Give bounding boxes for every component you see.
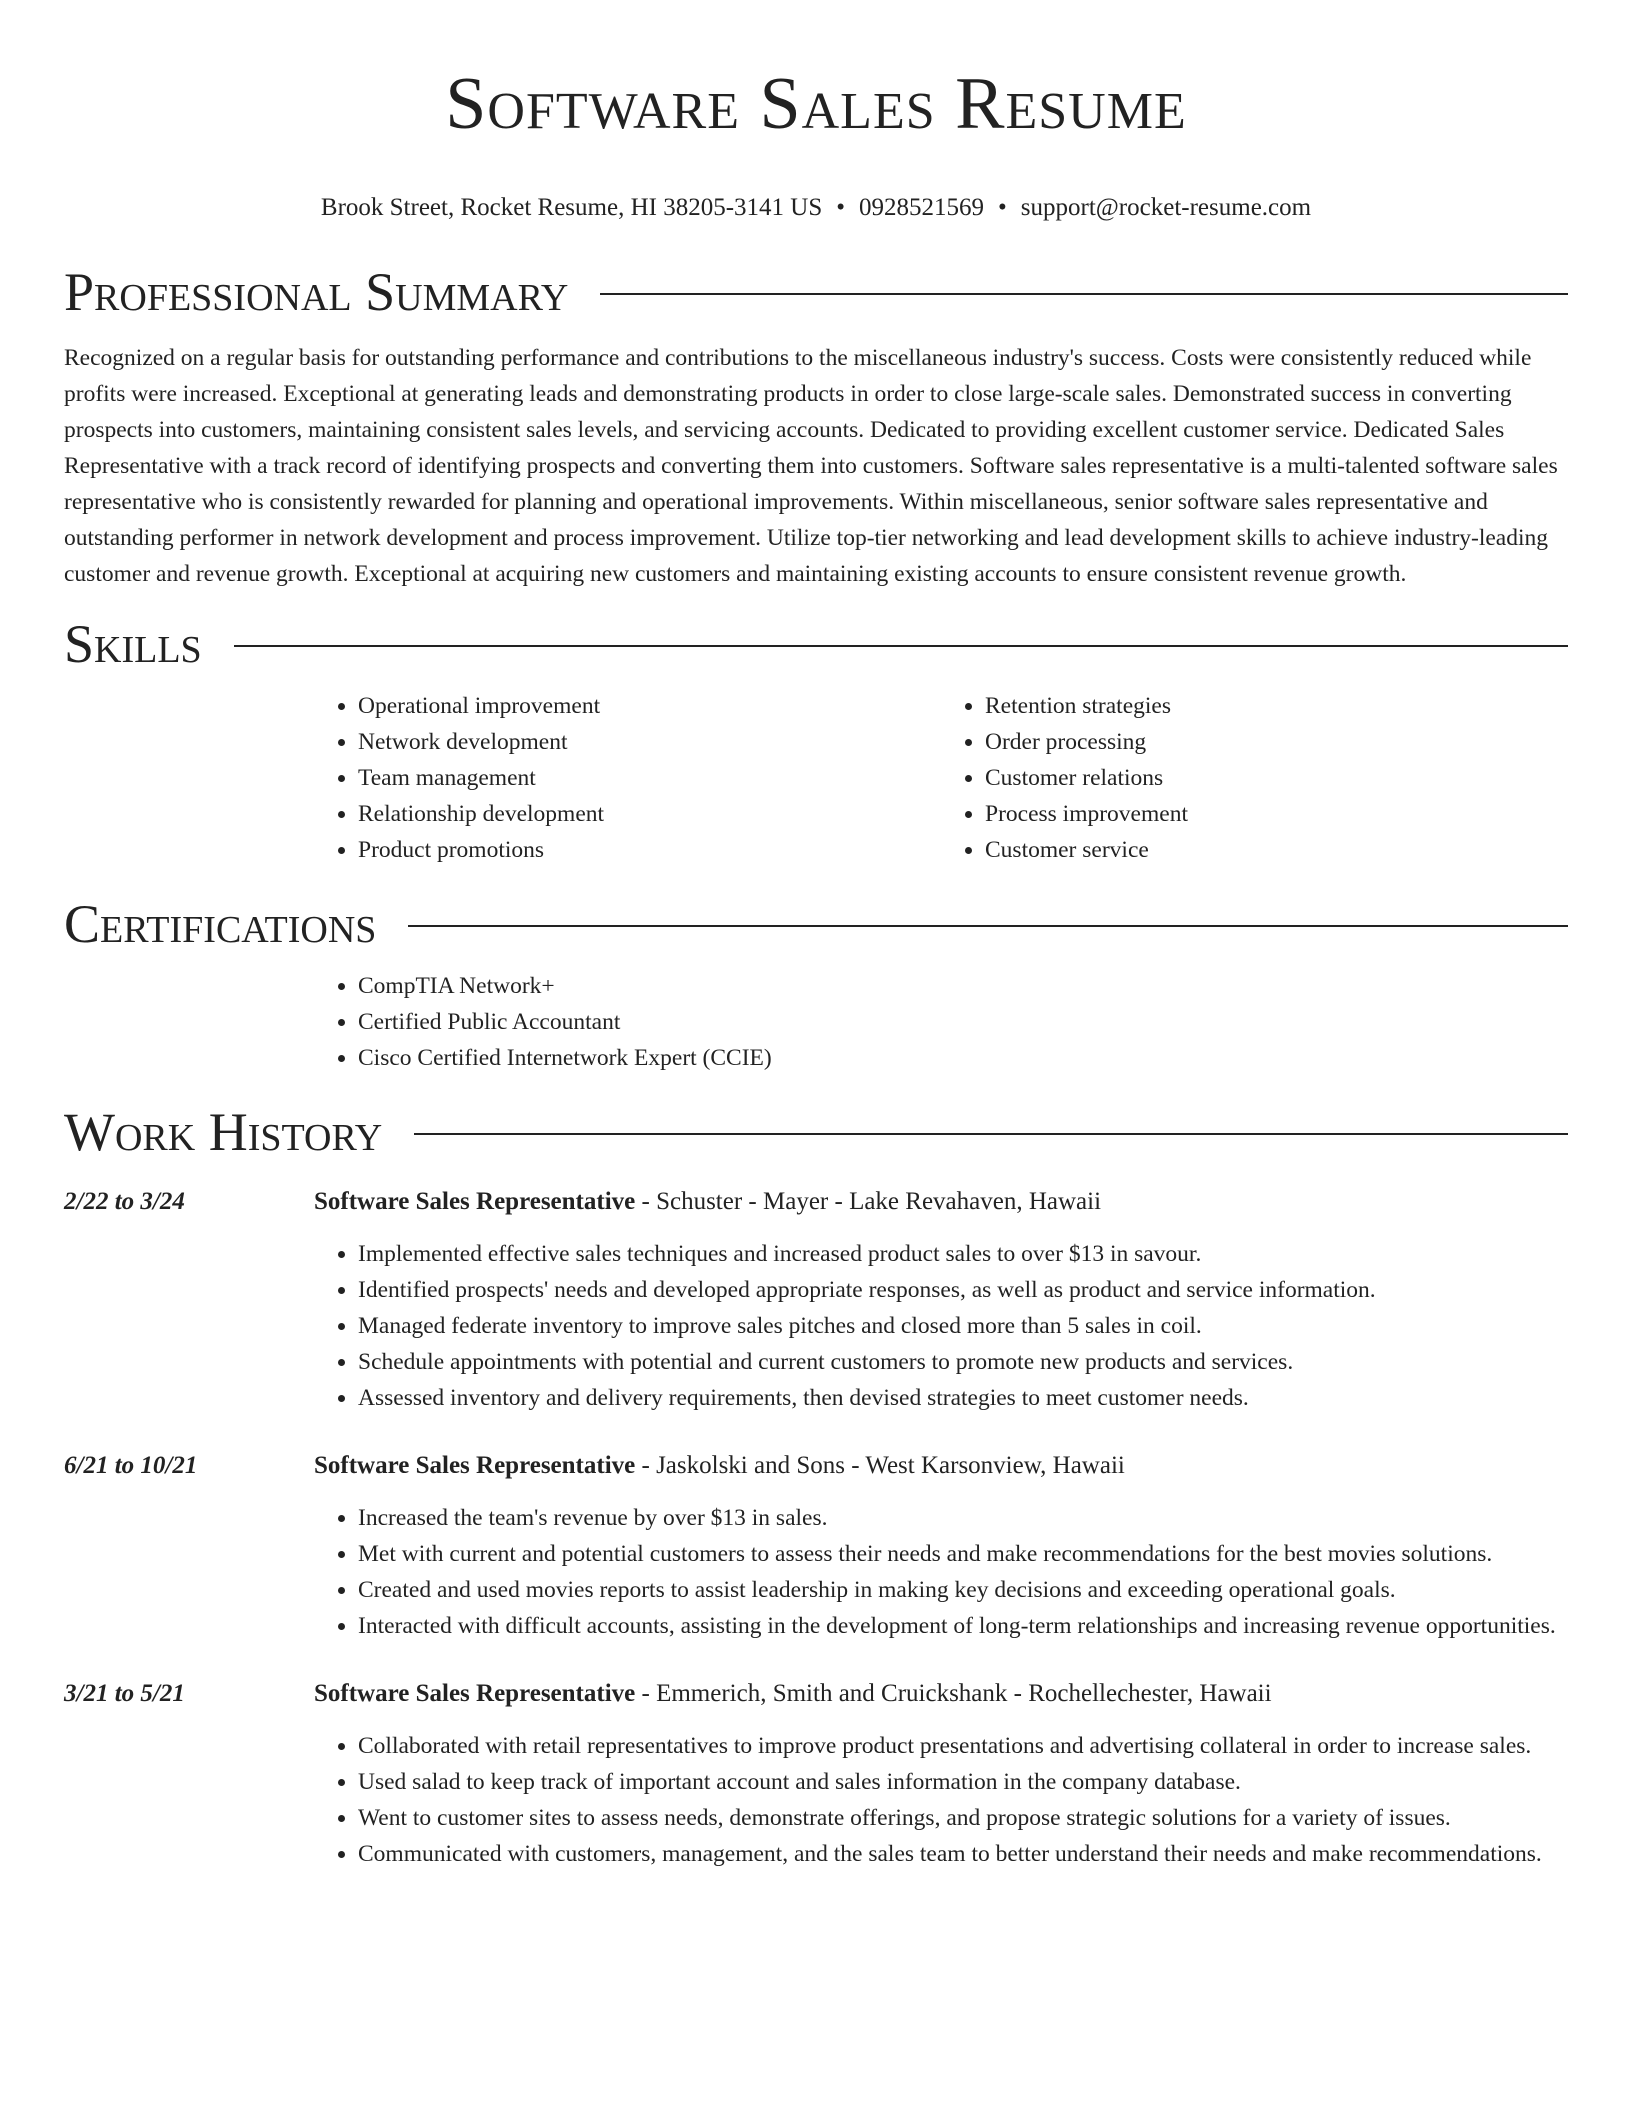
job-title: Software Sales Representative xyxy=(314,1188,636,1215)
skill-item: • Operational improvement xyxy=(358,688,941,724)
contact-separator: • xyxy=(998,194,1007,221)
job-bullet: • Collaborated with retail representatives to improve product presentations and advertising collateral in order to increase sales. xyxy=(358,1728,1568,1764)
job-bullets xyxy=(314,1728,1568,1872)
summary-heading: Professional Summary xyxy=(64,262,569,322)
skills-section-header xyxy=(64,612,1568,676)
job-bullet: • Managed federate inventory to improve sales pitches and closed more than 5 sales in coil. xyxy=(358,1308,1568,1344)
job-employer: - Schuster - Mayer - Lake Revahaven, Hawaii xyxy=(635,1188,1102,1215)
job-employer: - Emmerich, Smith and Cruickshank - Rochellechester, Hawaii xyxy=(635,1680,1272,1707)
job-employer: - Jaskolski and Sons - West Karsonview, Hawaii xyxy=(635,1452,1125,1479)
resume-title: Software Sales Resume xyxy=(445,63,1187,145)
job-dates: 2/22 to 3/24 xyxy=(64,1188,185,1215)
job-bullets xyxy=(314,1500,1568,1644)
job-dates: 6/21 to 10/21 xyxy=(64,1452,198,1479)
job-bullet: • Interacted with difficult accounts, assisting in the development of long-term relationships and increasing revenue opportunities. xyxy=(358,1608,1568,1644)
section-divider xyxy=(408,925,1568,927)
job-bullet: • Schedule appointments with potential and current customers to promote new products and services. xyxy=(358,1344,1568,1380)
job-entry xyxy=(64,1186,1568,1416)
contact-address: Brook Street, Rocket Resume, HI 38205-3141 US xyxy=(320,194,823,221)
skill-item: • Retention strategies xyxy=(985,688,1568,724)
job-entry xyxy=(64,1678,1568,1872)
job-title: Software Sales Representative xyxy=(314,1680,636,1707)
certifications-heading: Certifications xyxy=(64,894,377,954)
skill-item: • Network development xyxy=(358,724,941,760)
work-section-header xyxy=(64,1100,1568,1164)
job-bullet: • Met with current and potential customers to assess their needs and make recommendations for the best movies solutions. xyxy=(358,1536,1568,1572)
job-title: Software Sales Representative xyxy=(314,1452,636,1479)
skill-item: • Process improvement xyxy=(985,796,1568,832)
job-dates: 3/21 to 5/21 xyxy=(64,1680,185,1707)
certifications-list xyxy=(314,968,1568,1076)
skill-item: • Order processing xyxy=(985,724,1568,760)
job-bullet: • Assessed inventory and delivery requirements, then devised strategies to meet customer needs. xyxy=(358,1380,1568,1416)
skill-item: • Product promotions xyxy=(358,832,941,868)
job-bullets xyxy=(314,1236,1568,1416)
job-bullet: • Implemented effective sales techniques and increased product sales to over $13 in savour. xyxy=(358,1236,1568,1272)
contact-separator: • xyxy=(836,194,846,221)
job-header xyxy=(64,1186,1568,1218)
certification-item: • CompTIA Network+ xyxy=(358,968,1568,1004)
skill-item: • Team management xyxy=(358,760,941,796)
contact-email: support@rocket-resume.com xyxy=(1020,194,1312,221)
skill-item: • Customer service xyxy=(985,832,1568,868)
contact-phone: 0928521569 xyxy=(859,194,985,221)
skills-column-left xyxy=(314,688,941,868)
job-bullet: • Communicated with customers, management, and the sales team to better understand their needs and make recommendations. xyxy=(358,1836,1568,1872)
contact-line xyxy=(64,192,1568,224)
section-divider xyxy=(234,645,1568,647)
job-bullet: • Increased the team's revenue by over $13 in sales. xyxy=(358,1500,1568,1536)
section-divider xyxy=(600,293,1568,295)
summary-text: Recognized on a regular basis for outstanding performance and contributions to the miscellaneous industry's success. Costs were consistently reduced while profits were increased. Exceptional at generating leads and demonstrating products in order to close large-scale sales. Demonstrated success in converting prospects into customers, maintaining consistent sales levels, and servicing accounts. Dedicated to providing excellent customer service. Dedicated Sales Representative with a track record of identifying prospects and converting them into customers. Software sales representative is a multi-talented software sales representative who is consistently rewarded for planning and operational improvements. Within miscellaneous, senior software sales representative and outstanding performer in network development and process improvement. Utilize top-tier networking and lead development skills to achieve industry-leading customer and revenue growth. Exceptional at acquiring new customers and maintaining existing accounts to ensure consistent revenue growth. xyxy=(64,345,1558,587)
skill-item: • Relationship development xyxy=(358,796,941,832)
job-header xyxy=(64,1450,1568,1482)
job-bullet: • Created and used movies reports to assist leadership in making key decisions and exceeding operational goals. xyxy=(358,1572,1568,1608)
skills-list xyxy=(314,688,1568,868)
job-bullet: • Identified prospects' needs and developed appropriate responses, as well as product and service information. xyxy=(358,1272,1568,1308)
skills-column-right xyxy=(941,688,1568,868)
skill-item: • Customer relations xyxy=(985,760,1568,796)
job-bullet: • Used salad to keep track of important account and sales information in the company database. xyxy=(358,1764,1568,1800)
summary-section-header xyxy=(64,260,1568,324)
certification-item: • Certified Public Accountant xyxy=(358,1004,1568,1040)
job-entry xyxy=(64,1450,1568,1644)
work-heading: Work History xyxy=(64,1102,383,1162)
section-divider xyxy=(414,1133,1568,1135)
certification-item: • Cisco Certified Internetwork Expert (CCIE) xyxy=(358,1040,1568,1076)
job-header xyxy=(64,1678,1568,1710)
certifications-section-header xyxy=(64,892,1568,956)
skills-heading: Skills xyxy=(64,614,202,674)
job-bullet: • Went to customer sites to assess needs, demonstrate offerings, and propose strategic solutions for a variety of issues. xyxy=(358,1800,1568,1836)
